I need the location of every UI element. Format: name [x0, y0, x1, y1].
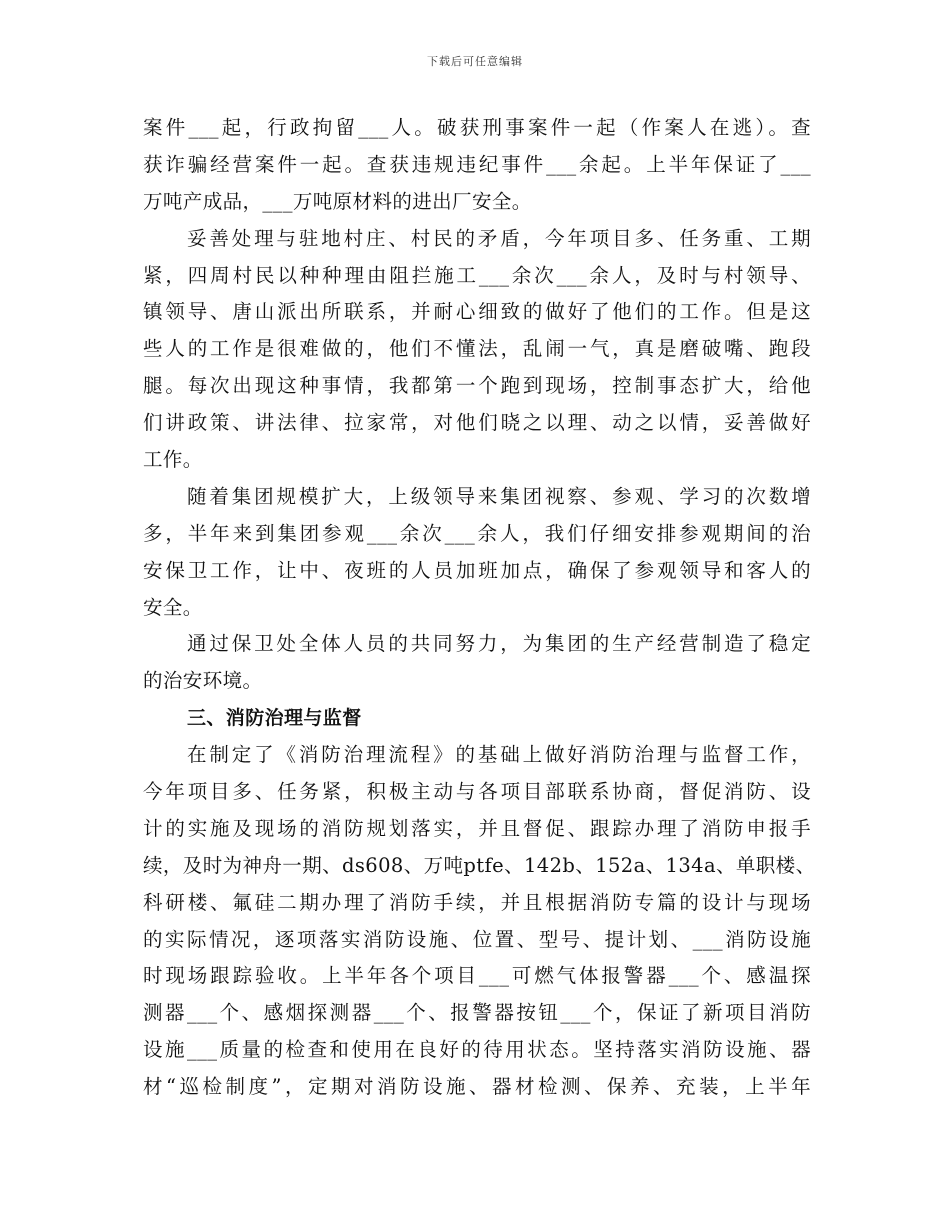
text-line: 安全。: [143, 595, 203, 619]
text-line: 些人的工作是很难做的，他们不懂法，乱闹一气，真是磨破嘴、跑段: [143, 337, 811, 361]
text-line: 安保卫工作，让中、夜班的人员加班加点，确保了参观领导和客人的: [143, 558, 811, 582]
text-line: 镇领导、唐山派出所联系，并耐心细致的做好了他们的工作。但是这: [143, 300, 811, 324]
page-header-note: 下载后可任意编辑: [427, 55, 523, 68]
text-line: 万吨产成品，___万吨原材料的进出厂安全。: [143, 189, 532, 213]
text-line: 计的实施及现场的消防规划落实，并且督促、跟踪办理了消防申报手: [143, 816, 811, 840]
text-line: 多，半年来到集团参观___余次___余人，我们仔细安排参观期间的治: [143, 521, 811, 545]
document-body: [143, 110, 816, 1106]
text-line: 紧，四周村民以种种理由阻拦施工___余次___余人，及时与村领导、: [143, 263, 811, 287]
paragraph-start-line: 妥善处理与驻地村庄、村民的矛盾，今年项目多、任务重、工期: [187, 226, 811, 250]
paragraph-start-line: 通过保卫处全体人员的共同努力，为集团的生产经营制造了稳定: [187, 632, 811, 656]
text-line: 设施___质量的检查和使用在良好的待用状态。坚持落实消防设施、器: [143, 1038, 811, 1062]
text-line: 材“巡检制度”，定期对消防设施、器材检测、保养、充装，上半年: [143, 1075, 811, 1099]
section-heading: 三、消防治理与监督: [187, 707, 362, 730]
text-line: 案件___起，行政拘留___人。破获刑事案件一起（作案人在逃）。查: [143, 116, 811, 139]
paragraph-start-line: 在制定了《消防治理流程》的基础上做好消防治理与监督工作，: [187, 743, 811, 767]
text-line: 腿。每次出现这种事情，我都第一个跑到现场，控制事态扩大，给他: [143, 374, 811, 398]
text-line: 工作。: [143, 448, 203, 472]
text-line: 的治安环境。: [143, 669, 263, 693]
text-line: 续，及时为神舟一期、ds608、万吨ptfe、142b、152a、134a、单职楼、: [143, 853, 816, 877]
text-line: 获诈骗经营案件一起。查获违规违纪事件___余起。上半年保证了___: [143, 152, 811, 176]
text-line: 今年项目多、任务紧，积极主动与各项目部联系协商，督促消防、设: [143, 780, 811, 804]
paragraph-start-line: 随着集团规模扩大，上级领导来集团视察、参观、学习的次数增: [187, 484, 811, 508]
text-line: 科研楼、氟硅二期办理了消防手续，并且根据消防专篇的设计与现场: [143, 890, 811, 914]
text-line: 测器___个、感烟探测器___个、报警器按钮___个，保证了新项目消防: [143, 1001, 811, 1025]
text-line: 的实际情况，逐项落实消防设施、位置、型号、提计划、___消防设施: [143, 927, 811, 951]
text-line: 时现场跟踪验收。上半年各个项目___可燃气体报警器___个、感温探: [143, 964, 811, 988]
text-line: 们讲政策、讲法律、拉家常，对他们晓之以理、动之以情，妥善做好: [143, 411, 811, 435]
